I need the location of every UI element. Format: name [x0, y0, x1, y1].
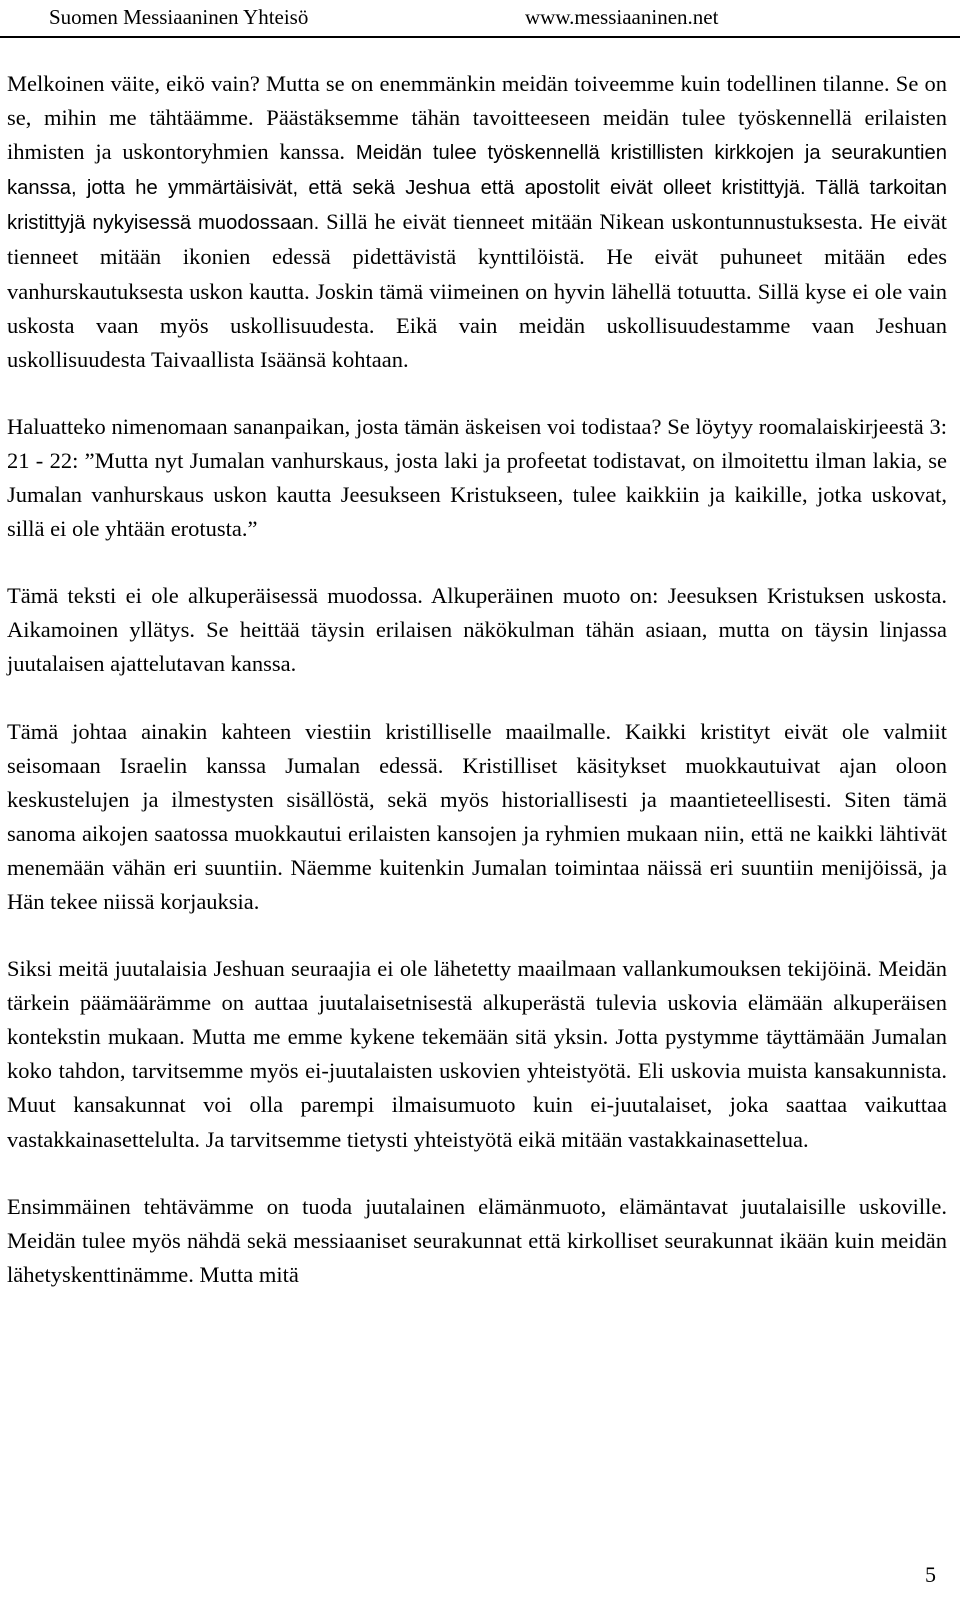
paragraph-1-segment-2: Meidän tulee työskennellä kristillisten kirkkojen ja seurakuntien kanssa, jotta he ymmärtäisivät, että sekä Jeshua että apostolit eivät olleet kristittyjä. Tällä tarkoitan kristittyjä nykyisessä muodossaan.: [7, 142, 947, 235]
paragraph-4: [7, 715, 947, 920]
paragraph-4-text: Tämä johtaa ainakin kahteen viestiin kristilliselle maailmalle. Kaikki kristityt eivät ole valmiit seisomaan Israelin kanssa Jumalan edessä. Kristilliset käsitykset muokkautuivat ajan oloon keskustelujen ja ilmestysten sisällöstä, sekä myös historiallisesti ja maantieteellisesti. Siten tämä sanoma aikojen saatossa muokkautui erilaisten kansojen ja ryhmien mukaan niin, että ne kaikki lähtivät menemään vähän eri suuntiin. Näemme kuitenkin Jumalan toimintaa näissä eri suuntiin menijöissä, ja Hän tekee niissä korjauksia.: [7, 718, 947, 914]
paragraph-5-text: Siksi meitä juutalaisia Jeshuan seuraajia ei ole lähetetty maailmaan vallankumouksen tekijöinä. Meidän tärkein päämäärämme on auttaa juutalaisetnisestä alkuperästä tulevia uskovia elämään alkuperäisen kontekstin mukaan. Mutta me emme kykene tekemään sitä yksin. Jotta pystymme täyttämään Jumalan koko tahdon, tarvitsemme myös ei-juutalaisten uskovien yhteistyötä. Eli uskovia muista kansakunnista. Muut kansakunnat voi olla parempi ilmaisumuoto kuin ei-juutalaiset, joka saattaa vaikuttaa vastakkainasettelulta. Ja tarvitsemme tietysti yhteistyötä eikä mitään vastakkainasettelua.: [7, 956, 947, 1152]
document-body: [7, 67, 947, 1325]
paragraph-3-text: Tämä teksti ei ole alkuperäisessä muodossa. Alkuperäinen muoto on: Jeesuksen Kristuksen uskosta. Aikamoinen yllätys. Se heittää täysin erilaisen näkökulman tähän asiaan, mutta on täysin linjassa juutalaisen ajattelutavan kanssa.: [7, 583, 947, 677]
paragraph-1: [7, 67, 947, 377]
paragraph-5: [7, 952, 947, 1157]
paragraph-6-text: Ensimmäinen tehtävämme on tuoda juutalainen elämänmuoto, elämäntavat juutalaisille uskoville. Meidän tulee myös nähdä sekä messiaaniset seurakunnat että kirkolliset seurakunnat ikään kuin meidän lähetyskenttinämme. Mutta mitä: [7, 1193, 947, 1287]
page-header: [0, 0, 960, 38]
header-organization-name: Suomen Messiaaninen Yhteisö: [49, 5, 309, 29]
header-website-url: www.messiaaninen.net: [525, 5, 719, 29]
paragraph-6: [7, 1190, 947, 1292]
paragraph-1-segment-3: Sillä he eivät tienneet mitään Nikean uskontunnustuksesta. He eivät tienneet mitään ikonien edessä pidettävistä kynttilöistä. He eivät puhuneet mitään edes vanhurskautuksesta uskon kautta. Joskin tämä viimeinen on hyvin lähellä totuutta. Sillä kyse ei ole vain uskosta vaan myös uskollisuudesta. Eikä vain meidän uskollisuudestamme vaan Jeshuan uskollisuudesta Taivaallista Isäänsä kohtaan.: [7, 209, 948, 372]
paragraph-2: [7, 410, 947, 546]
page-number: 5: [925, 1562, 936, 1587]
paragraph-1-segment-1: Melkoinen väite, eikö vain? Mutta se on enemmänkin meidän toiveemme kuin todellinen tilanne. Se on se, mihin me tähtäämme. Päästäksemme tähän tavoitteeseen meidän tulee työskennellä erilaisten ihmisten ja uskontoryhmien kanssa.: [7, 71, 947, 165]
header-rule: [0, 36, 960, 38]
paragraph-2-text: Haluatteko nimenomaan sananpaikan, josta tämän äskeisen voi todistaa? Se löytyy roomalaiskirjeestä 3: 21 - 22: ”Mutta nyt Jumalan vanhurskaus, josta laki ja profeetat todistavat, on ilmoitettu ilman lakia, se Jumalan vanhurskaus uskon kautta Jeesukseen Kristukseen, tulee kaikkiin ja kaikille, jotka uskovat, sillä ei ole yhtään erotusta.”: [7, 413, 947, 542]
paragraph-3: [7, 579, 947, 681]
